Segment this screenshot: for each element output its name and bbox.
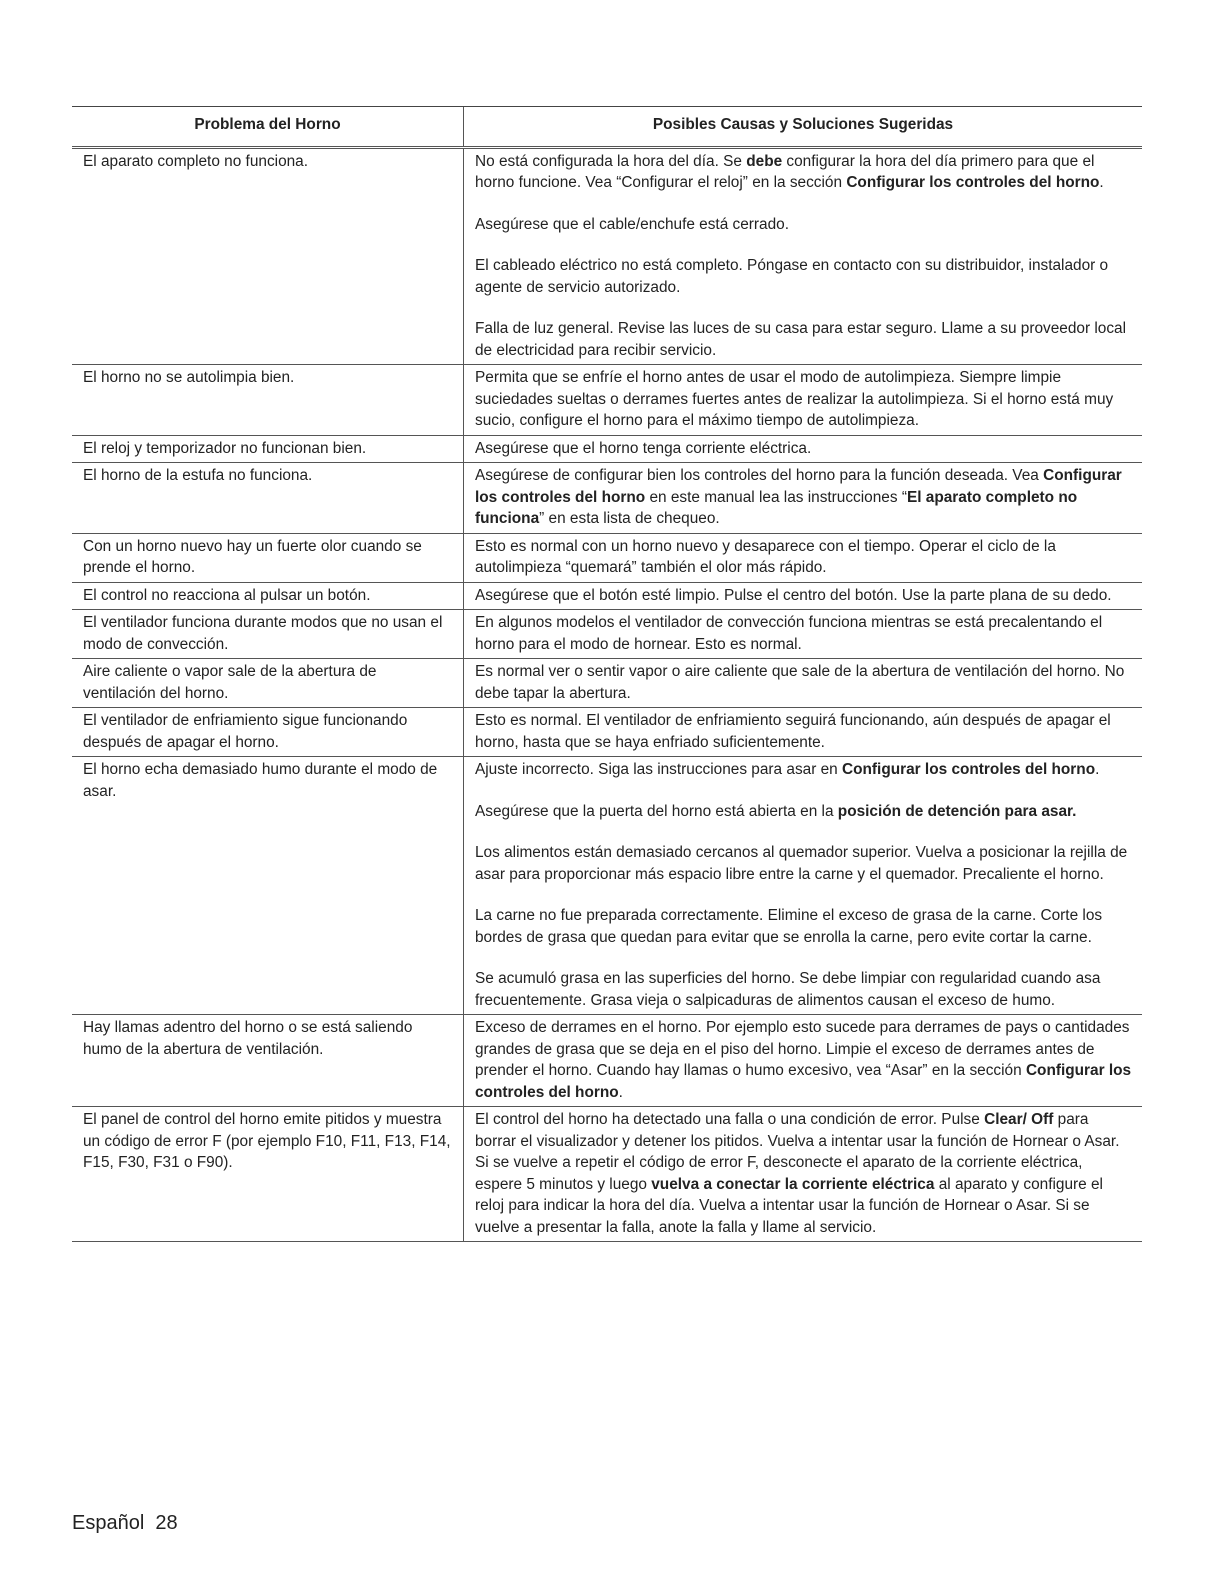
solution-text: La carne no fue preparada correctamente. Elimine el exceso de grasa de la carne. Corte los bordes de grasa que quedan para evitar que se enrolla la carne, pero evite cortar la carne.: [475, 907, 1103, 946]
table-row: [72, 147, 1142, 365]
table-header-row: [72, 107, 1142, 148]
solution-cell: [464, 582, 1143, 610]
solution-text: Esto es normal. El ventilador de enfriamiento seguirá funcionando, aún después de apagar el horno, hasta que se haya enfriado suficientemente.: [475, 712, 1111, 751]
solution-emphasis: El aparato completo no funciona: [475, 488, 1078, 527]
solution-text: El control del horno ha detectado una falla o una condición de error. Pulse: [475, 1111, 985, 1128]
solution-text: .: [618, 1083, 623, 1101]
solution-emphasis: Clear/ Off: [984, 1111, 1054, 1128]
problem-cell: El control no reacciona al pulsar un botón.: [72, 582, 464, 610]
header-problem: Problema del Horno: [72, 107, 464, 148]
solution-cell: [464, 435, 1143, 463]
troubleshooting-table: [72, 106, 1142, 1242]
solution-paragraph: [475, 759, 1132, 781]
problem-cell: El aparato completo no funciona.: [72, 147, 464, 365]
solution-text: para borrar el visualizador y detener los pitidos. Vuelva a intentar usar la función de Hornear o Asar. Si se vuelve a repetir el código de error F, desconecte el aparato de la corriente eléctrica, espere 5 minutos y luego: [475, 1111, 1120, 1193]
solution-text: Falla de luz general. Revise las luces de su casa para estar seguro. Llame a su proveedor local de electricidad para recibir servicio.: [475, 320, 1127, 359]
solution-text: Ajuste incorrecto. Siga las instrucciones para asar en: [475, 761, 842, 778]
solution-paragraph: [475, 151, 1132, 194]
solution-paragraph: [475, 318, 1132, 361]
table-row: [72, 708, 1142, 757]
problem-cell: El panel de control del horno emite pitidos y muestra un código de error F (por ejemplo F10, F11, F13, F14, F15, F30, F31 o F90).: [72, 1107, 464, 1242]
table-row: [72, 463, 1142, 534]
solution-text: Permita que se enfríe el horno antes de usar el modo de autolimpieza. Siempre limpie suciedades sueltas o derrames fuertes antes de realizar la autolimpieza. Si el horno está muy sucio, configure el horno para el máximo tiempo de autolimpieza.: [475, 369, 1114, 429]
table-row: [72, 533, 1142, 582]
solution-text: Exceso de derrames en el horno. Por ejemplo esto sucede para derrames de pays o cantidades grandes de grasa que se deja en el piso del horno. Limpie el exceso de derrames antes de prender el horno. Cuando hay llamas o humo excesivo, vea “Asar” en la sección: [475, 1019, 1130, 1079]
problem-cell: Con un horno nuevo hay un fuerte olor cuando se prende el horno.: [72, 533, 464, 582]
solution-text: Los alimentos están demasiado cercanos al quemador superior. Vuelva a posicionar la rejilla de asar para proporcionar más espacio libre entre la carne y el quemador. Precaliente el horno.: [475, 844, 1128, 883]
problem-cell: El ventilador de enfriamiento sigue funcionando después de apagar el horno.: [72, 708, 464, 757]
solution-paragraph: [475, 612, 1132, 655]
solution-text: Asegúrese que el horno tenga corriente eléctrica.: [475, 439, 812, 457]
problem-cell: El reloj y temporizador no funcionan bien.: [72, 435, 464, 463]
solution-emphasis: debe: [746, 152, 783, 170]
solution-emphasis: Configurar los controles del horno: [475, 467, 1122, 506]
solution-cell: [464, 1107, 1143, 1242]
table-row: [72, 365, 1142, 436]
table-row: [72, 610, 1142, 659]
solution-text: al aparato y configure el reloj para indicar la hora del día. Vuelva a intentar usar la función de Hornear o Asar. Si se vuelve a presentar la falla, anote la falla y llame al servicio.: [475, 1175, 1103, 1236]
solution-text: en este manual lea las instrucciones “: [645, 488, 907, 506]
solution-paragraph: [475, 1017, 1132, 1103]
solution-text: .: [1095, 761, 1100, 778]
solution-paragraph: [475, 968, 1132, 1011]
solution-paragraph: [475, 661, 1132, 704]
solution-paragraph: [475, 710, 1132, 753]
solution-cell: [464, 147, 1143, 365]
solution-text: Asegúrese que el botón esté limpio. Pulse el centro del botón. Use la parte plana de su dedo.: [475, 586, 1112, 604]
solution-paragraph: [475, 1109, 1132, 1238]
solution-paragraph: [475, 536, 1132, 579]
solution-cell: [464, 708, 1143, 757]
solution-cell: [464, 659, 1143, 708]
solution-paragraph: [475, 465, 1132, 530]
problem-cell: El horno de la estufa no funciona.: [72, 463, 464, 534]
solution-text: Esto es normal con un horno nuevo y desaparece con el tiempo. Operar el ciclo de la autolimpieza “quemará” también el olor más rápido.: [475, 537, 1056, 576]
problem-cell: Hay llamas adentro del horno o se está saliendo humo de la abertura de ventilación.: [72, 1015, 464, 1107]
table-row: [72, 659, 1142, 708]
page-footer: [72, 1512, 178, 1535]
solution-paragraph: [475, 585, 1132, 607]
solution-text: Se acumuló grasa en las superficies del horno. Se debe limpiar con regularidad cuando asa frecuentemente. Grasa vieja o salpicaduras de alimentos causan el exceso de humo.: [475, 970, 1101, 1009]
solution-emphasis: Configurar los controles del horno: [475, 1062, 1132, 1101]
problem-cell: El horno echa demasiado humo durante el modo de asar.: [72, 757, 464, 1015]
solution-text: ” en esta lista de chequeo.: [539, 510, 720, 527]
table-row: [72, 1107, 1142, 1242]
page-number: 28: [155, 1512, 178, 1534]
table-row: [72, 582, 1142, 610]
table-row: [72, 435, 1142, 463]
solution-paragraph: [475, 367, 1132, 432]
solution-text: El cableado eléctrico no está completo. Póngase en contacto con su distribuidor, instalador o agente de servicio autorizado.: [475, 257, 1109, 296]
solution-cell: [464, 757, 1143, 1015]
problem-cell: Aire caliente o vapor sale de la abertura de ventilación del horno.: [72, 659, 464, 708]
problem-cell: El ventilador funciona durante modos que no usan el modo de convección.: [72, 610, 464, 659]
solution-cell: [464, 610, 1143, 659]
problem-cell: El horno no se autolimpia bien.: [72, 365, 464, 436]
solution-cell: [464, 463, 1143, 534]
solution-text: .: [1099, 174, 1104, 191]
solution-text: En algunos modelos el ventilador de convección funciona mientras se está precalentando el horno para el modo de hornear. Esto es normal.: [475, 614, 1103, 653]
solution-emphasis: posición de detención para asar.: [837, 802, 1077, 820]
solution-paragraph: [475, 801, 1132, 823]
solution-paragraph: [475, 438, 1132, 460]
footer-language: Español: [72, 1512, 145, 1534]
solution-emphasis: Configurar los controles del horno: [846, 174, 1100, 191]
solution-text: Asegúrese que la puerta del horno está abierta en la: [475, 802, 838, 820]
solution-cell: [464, 1015, 1143, 1107]
solution-paragraph: [475, 842, 1132, 885]
header-solutions: Posibles Causas y Soluciones Sugeridas: [464, 107, 1143, 148]
solution-text: Asegúrese que el cable/enchufe está cerrado.: [475, 215, 790, 233]
solution-text: Asegúrese de configurar bien los controles del horno para la función deseada. Vea: [475, 467, 1044, 484]
table-row: [72, 1015, 1142, 1107]
solution-paragraph: [475, 214, 1132, 236]
table-row: [72, 757, 1142, 1015]
solution-emphasis: vuelva a conectar la corriente eléctrica: [651, 1175, 935, 1193]
solution-emphasis: Configurar los controles del horno: [842, 761, 1096, 778]
table-body: [72, 147, 1142, 1242]
solution-text: Es normal ver o sentir vapor o aire caliente que sale de la abertura de ventilación del horno. No debe tapar la abertura.: [475, 663, 1125, 702]
solution-cell: [464, 533, 1143, 582]
solution-text: No está configurada la hora del día. Se: [475, 152, 747, 170]
solution-paragraph: [475, 905, 1132, 948]
solution-text: configurar la hora del día primero para que el horno funcione. Vea “Configurar el reloj” en la sección: [475, 152, 1095, 191]
solution-paragraph: [475, 255, 1132, 298]
solution-cell: [464, 365, 1143, 436]
